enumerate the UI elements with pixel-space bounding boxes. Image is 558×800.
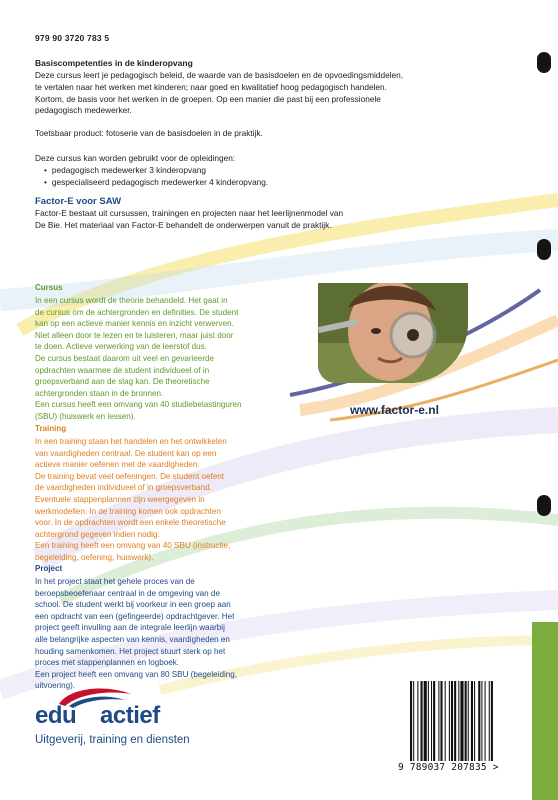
usage-item: • gespecialiseerd pedagogisch medewerker 4 kinderopvang. (44, 177, 268, 189)
cursus-line: opdrachten waarmee de student individueel of in (35, 365, 210, 375)
barcode-bars-icon (406, 679, 522, 763)
intro-line: pedagogisch medewerker. (35, 105, 132, 116)
binder-hole-top (537, 52, 551, 73)
training-line: Eventuele stappenplannen zijn weergegeven in (35, 494, 205, 504)
course-heading: Basiscompetenties in de kinderopvang (35, 58, 193, 68)
usage-item: • pedagogisch medewerker 3 kinderopvang (44, 165, 268, 177)
logo-edu-text: edu (35, 702, 77, 729)
project-line: project geeft invulling aan de integrale leerlijn waarbij (35, 623, 225, 633)
green-edge-tab (532, 622, 558, 800)
factor-paragraph (35, 208, 515, 232)
cursus-line: Niet alleen door te lezen en te luisteren, maar juist door (35, 330, 234, 340)
training-line: voor. In de opdrachten wordt een enkele theoretische (35, 518, 226, 528)
logo-tagline: Uitgeverij, training en diensten (35, 734, 190, 746)
training-text (35, 436, 290, 564)
project-line: In het project staat het gehele proces van de (35, 577, 195, 586)
project-line: houding samenkomen. Het project stuurt sterk op het (35, 646, 226, 656)
project-title: Project (35, 564, 63, 573)
training-line: In een training staan het handelen en het ontwikkelen (35, 437, 227, 446)
training-line: de vaardigheden individueel of in groepsverband. (35, 483, 212, 493)
intro-line: Deze cursus leert je pedagogisch beleid, de waarde van de basisdoelen en de opvoedingsmiddelen, (35, 70, 404, 80)
cursus-line: achtergronden staan in de bronnen. (35, 388, 164, 398)
usage-list (35, 165, 268, 189)
project-line: een opdracht van een (gefingeerde) opdrachtgever. Het (35, 611, 235, 621)
project-line: proces met stappenplannen en logboek. (35, 658, 179, 668)
cursus-line: In een cursus wordt de theorie behandeld. Het gaat in (35, 296, 228, 305)
project-line: uitvoering). (35, 681, 76, 691)
project-text (35, 576, 290, 692)
usage-block (35, 153, 268, 188)
cursus-text (35, 295, 290, 423)
project-line: beroepsbeoefenaar centraal in de omgeving van de (35, 588, 220, 598)
cursus-line: (SBU) (huiswerk en lessen). (35, 411, 136, 421)
eduactief-logo (35, 686, 255, 756)
intro-line: te vertalen naar het werken met kinderen; naar goed en kwalitatief hoog pedagogisch handelen. (35, 81, 387, 92)
barcode (406, 679, 522, 763)
child-magnifier-photo (318, 283, 468, 383)
intro-paragraph (35, 70, 440, 117)
cursus-line: kan op een actieve manier kennis en inzicht verwerven. (35, 319, 234, 329)
cursus-line: De cursus bestaat daarom uit veel en gevarieerde (35, 353, 215, 363)
project-line: Een project heeft een omvang van 80 SBU (begeleiding, (35, 669, 238, 679)
factor-line: Factor-E bestaat uit cursussen, trainingen en projecten naar het leerlijnenmodel van (35, 208, 344, 218)
binder-hole-upper (537, 239, 551, 260)
training-line: werkmodellen. In de training komen ook opdrachten (35, 506, 221, 516)
logo-actief-text: actief (100, 702, 160, 729)
project-line: alle belangrijke aspecten van kennis, vaardigheden en (35, 634, 230, 644)
usage-intro: Deze cursus kan worden gebruikt voor de opleidingen: (35, 153, 236, 163)
project-line: school. De student werkt bij voorkeur in een groep aan (35, 600, 231, 610)
cursus-line: de cursus om de achtergronden en definities. De student (35, 307, 239, 317)
cursus-line: groepsverband aan de slag kan. De theoretische (35, 377, 210, 387)
training-line: achtergrond gegeven indien nodig. (35, 529, 160, 539)
training-line: Een training heeft een omvang van 40 SBU (instructie, (35, 541, 231, 551)
binder-hole-lower (537, 495, 551, 516)
training-line: begeleiding, oefening, huiswerk). (35, 552, 154, 562)
factor-heading: Factor-E voor SAW (35, 196, 122, 207)
training-title: Training (35, 424, 67, 433)
training-line: van vaardigheden centraal. De student kan op een (35, 448, 217, 458)
cursus-title: Cursus (35, 283, 63, 292)
barcode-number: 9 789037 207835 > (398, 762, 499, 773)
website-link[interactable]: www.factor-e.nl (350, 403, 439, 417)
training-line: actieve manier oefenen met de vaardigheden. (35, 460, 200, 470)
factor-line: De Bie. Het materiaal van Factor-E behandelt de onderwerpen vanuit de praktijk. (35, 219, 332, 230)
cursus-line: te doen. Actieve verwerking van de leerstof dus. (35, 342, 207, 352)
toetsbaar-product: Toetsbaar product: fotoserie van de basisdoelen in de praktijk. (35, 128, 263, 138)
training-line: De training bevat veel oefeningen. De student oefent (35, 471, 224, 481)
isbn-top: 979 90 3720 783 5 (35, 33, 110, 43)
intro-line: Kortom, de basis voor het werken in de groepen. Op een manier die past bij een professionele (35, 93, 381, 104)
cursus-line: Een cursus heeft een omvang van 40 studiebelastinguren (35, 400, 242, 410)
